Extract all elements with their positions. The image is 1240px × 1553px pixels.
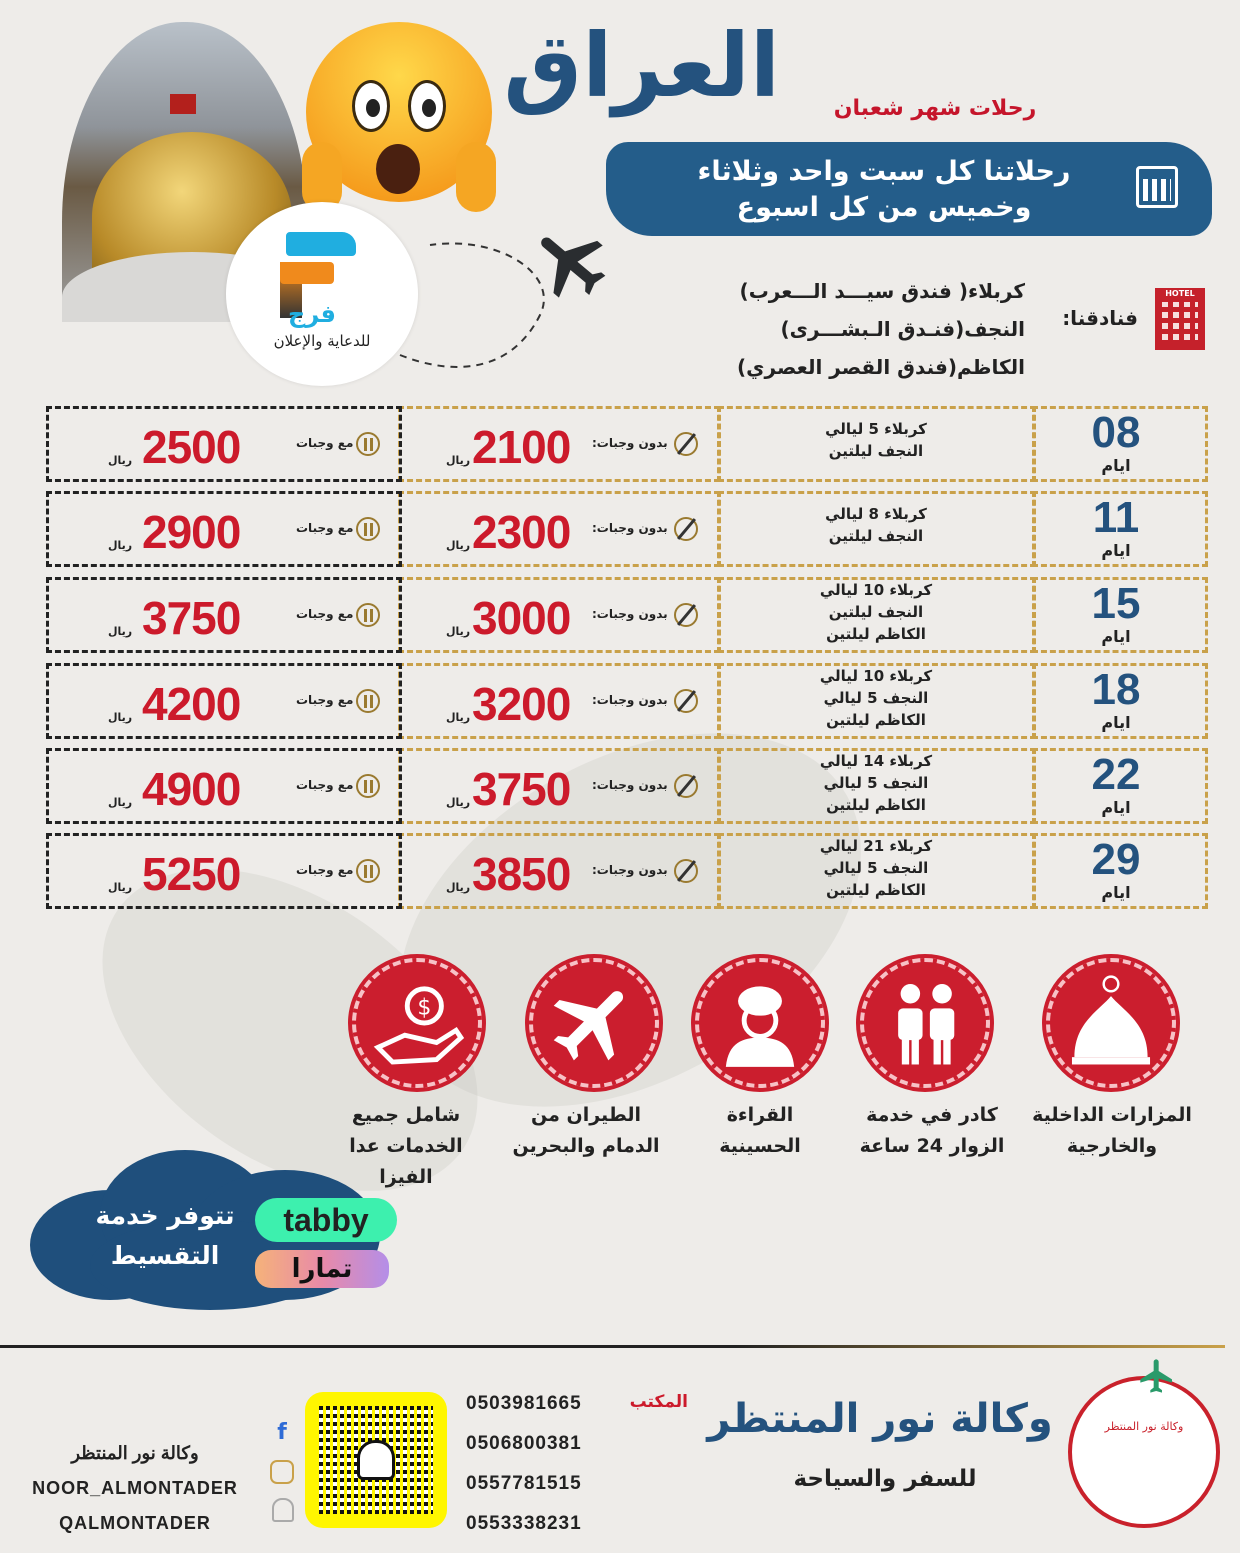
currency-label: ريال bbox=[446, 454, 471, 467]
feature-line: القراءة bbox=[726, 1104, 794, 1126]
itinerary-line: كربلاء 10 ليالي bbox=[819, 581, 933, 599]
itinerary-line: النجف ليلتين bbox=[828, 603, 924, 621]
with-meals-label: مع وجبات bbox=[296, 607, 354, 621]
currency-label: ريال bbox=[108, 881, 133, 894]
footer-divider bbox=[0, 1345, 1225, 1348]
money-hand-icon bbox=[352, 958, 482, 1088]
feature-line: الدمام والبحرين bbox=[512, 1135, 660, 1157]
currency-label: ريال bbox=[108, 454, 133, 467]
itinerary bbox=[726, 418, 1026, 462]
itinerary-line: كربلاء 5 ليالي bbox=[825, 420, 927, 438]
table-row bbox=[46, 833, 1208, 909]
currency-label: ريال bbox=[446, 625, 471, 638]
feature-line: الطيران من bbox=[531, 1104, 641, 1126]
meals-icon bbox=[356, 432, 380, 456]
price-with-meals: 4900 bbox=[142, 763, 241, 815]
social-handles bbox=[20, 1436, 250, 1541]
feature-line: المزارات الداخلية bbox=[1032, 1104, 1192, 1126]
itinerary-line: الكاظم ليلتين bbox=[826, 625, 926, 643]
agency-subtitle: للسفر والسياحة bbox=[793, 1466, 977, 1492]
without-meals-label: بدون وجبات: bbox=[592, 521, 668, 535]
table-row bbox=[46, 406, 1208, 482]
red-flag bbox=[170, 94, 196, 114]
page-title: العراق bbox=[503, 14, 780, 117]
no-meals-icon bbox=[674, 689, 698, 713]
days-label: ايام bbox=[1101, 883, 1131, 902]
days-label: ايام bbox=[1101, 798, 1131, 817]
without-meals-label: بدون وجبات: bbox=[592, 607, 668, 621]
feature-line: كادر في خدمة bbox=[866, 1104, 998, 1126]
handle-text[interactable]: QALMONTADER bbox=[59, 1513, 211, 1533]
hotel-item: الكاظم(فندق القصر العصري) bbox=[737, 355, 1025, 379]
table-row bbox=[46, 748, 1208, 824]
with-meals-label: مع وجبات bbox=[296, 863, 354, 877]
price-without-meals: 2300 bbox=[472, 506, 571, 558]
meals-icon bbox=[356, 517, 380, 541]
svg-text:$: $ bbox=[417, 995, 432, 1021]
price-with-meals: 5250 bbox=[142, 848, 241, 900]
hotel-icon-label: HOTEL bbox=[1165, 289, 1195, 298]
without-meals-label: بدون وجبات: bbox=[592, 693, 668, 707]
days-label: ايام bbox=[1101, 713, 1131, 732]
mosque-icon bbox=[1046, 958, 1176, 1088]
feature-label bbox=[1012, 1100, 1212, 1162]
emoji-eye bbox=[408, 80, 446, 132]
hotels-list bbox=[700, 272, 1025, 386]
feature-line: والخارجية bbox=[1066, 1135, 1158, 1157]
price-with-meals: 4200 bbox=[142, 678, 241, 730]
meals-icon bbox=[356, 603, 380, 627]
without-meals-label: بدون وجبات: bbox=[592, 863, 668, 877]
with-meals-label: مع وجبات bbox=[296, 436, 354, 450]
price-with-meals: 3750 bbox=[142, 592, 241, 644]
price-without-meals: 3850 bbox=[472, 848, 571, 900]
handle-text[interactable]: وكالة نور المنتظر bbox=[71, 1443, 199, 1463]
hotel-item: النجف(فنـدق الـبشـــرى) bbox=[780, 317, 1025, 341]
no-meals-icon bbox=[674, 859, 698, 883]
hotels-label: فنادقنا: bbox=[1062, 306, 1138, 330]
phone-number[interactable]: 0557781515 bbox=[466, 1473, 582, 1494]
meals-icon bbox=[356, 774, 380, 798]
phone-number[interactable]: 0503981665 bbox=[466, 1393, 582, 1414]
instagram-icon[interactable] bbox=[270, 1460, 294, 1484]
feature-line: الحسينية bbox=[719, 1135, 801, 1157]
no-meals-icon bbox=[674, 432, 698, 456]
airplane-icon bbox=[528, 218, 614, 304]
meals-icon bbox=[356, 689, 380, 713]
office-label: المكتب bbox=[629, 1392, 688, 1412]
snapchat-icon[interactable] bbox=[272, 1498, 294, 1522]
table-row bbox=[46, 663, 1208, 739]
phone-number[interactable]: 0506800381 bbox=[466, 1433, 582, 1454]
snapchat-qr-code[interactable] bbox=[305, 1392, 447, 1528]
screaming-face-emoji-icon bbox=[306, 22, 492, 202]
price-without-meals: 2100 bbox=[472, 421, 571, 473]
emoji-hand bbox=[456, 142, 496, 212]
price-with-meals: 2900 bbox=[142, 506, 241, 558]
banner-line-2: وخميس من كل اسبوع bbox=[736, 192, 1032, 223]
feature-label bbox=[660, 1100, 860, 1162]
price-without-meals: 3200 bbox=[472, 678, 571, 730]
itinerary-line: الكاظم ليلتين bbox=[826, 711, 926, 729]
people-icon bbox=[860, 958, 990, 1088]
currency-label: ريال bbox=[446, 796, 471, 809]
currency-label: ريال bbox=[446, 881, 471, 894]
itinerary-line: النجف 5 ليالي bbox=[823, 774, 929, 792]
agency-logo bbox=[1068, 1376, 1220, 1528]
currency-label: ريال bbox=[108, 625, 133, 638]
itinerary-line: النجف 5 ليالي bbox=[823, 859, 929, 877]
facebook-icon[interactable]: f bbox=[277, 1420, 287, 1445]
logo-name: فرج bbox=[288, 300, 336, 328]
itinerary-line: كربلاء 10 ليالي bbox=[819, 667, 933, 685]
itinerary-line: الكاظم ليلتين bbox=[826, 881, 926, 899]
currency-label: ريال bbox=[446, 711, 471, 724]
currency-label: ريال bbox=[108, 711, 133, 724]
table-row bbox=[46, 577, 1208, 653]
feature-label bbox=[832, 1100, 1032, 1162]
installment-line: تتوفر خدمة bbox=[95, 1201, 235, 1230]
price-without-meals: 3000 bbox=[472, 592, 571, 644]
itinerary-line: النجف ليلتين bbox=[828, 527, 924, 545]
farah-logo bbox=[226, 202, 418, 386]
reciter-icon bbox=[695, 958, 825, 1088]
currency-label: ريال bbox=[108, 539, 133, 552]
days-number: 15 bbox=[1091, 579, 1141, 628]
currency-label: ريال bbox=[446, 539, 471, 552]
no-meals-icon bbox=[674, 603, 698, 627]
meals-icon bbox=[356, 859, 380, 883]
itinerary bbox=[726, 665, 1026, 731]
feature-line: الخدمات عدا bbox=[349, 1135, 463, 1157]
with-meals-label: مع وجبات bbox=[296, 521, 354, 535]
palm-plane-icon bbox=[1132, 1356, 1182, 1396]
price-with-meals: 2500 bbox=[142, 421, 241, 473]
installment-text bbox=[80, 1196, 250, 1276]
hotel-icon bbox=[1155, 288, 1205, 350]
itinerary-line: كربلاء 14 ليالي bbox=[819, 752, 933, 770]
no-meals-icon bbox=[674, 774, 698, 798]
days-number: 29 bbox=[1091, 835, 1141, 884]
days-number: 08 bbox=[1091, 408, 1141, 457]
banner-line-1: رحلاتنا كل سبت واحد وثلاثاء bbox=[697, 156, 1071, 187]
itinerary-line: النجف ليلتين bbox=[828, 442, 924, 460]
feature-line: الزوار 24 ساعة bbox=[859, 1135, 1005, 1157]
without-meals-label: بدون وجبات: bbox=[592, 778, 668, 792]
days-label: ايام bbox=[1101, 541, 1131, 560]
calendar-icon bbox=[1136, 166, 1178, 208]
without-meals-label: بدون وجبات: bbox=[592, 436, 668, 450]
handle-text[interactable]: NOOR_ALMONTADER bbox=[32, 1478, 238, 1498]
agency-name: وكالة نور المنتظر bbox=[707, 1396, 1053, 1442]
with-meals-label: مع وجبات bbox=[296, 778, 354, 792]
itinerary bbox=[726, 503, 1026, 547]
feature-line: شامل جميع bbox=[351, 1104, 461, 1126]
itinerary bbox=[726, 750, 1026, 816]
hotel-item: كربلاء( فندق سيـــد الـــعرب) bbox=[739, 279, 1025, 303]
emoji-eye bbox=[352, 80, 390, 132]
days-number: 11 bbox=[1092, 493, 1140, 542]
feature-line: الفيزا bbox=[379, 1166, 433, 1188]
itinerary-line: النجف 5 ليالي bbox=[823, 689, 929, 707]
snapchat-ghost-icon bbox=[357, 1440, 395, 1480]
logo-tagline: للدعاية والإعلان bbox=[273, 332, 371, 350]
page-subtitle: رحلات شهر شعبان bbox=[833, 96, 1037, 121]
tabby-logo: tabby bbox=[255, 1198, 397, 1242]
itinerary bbox=[726, 579, 1026, 645]
phone-number[interactable]: 0553338231 bbox=[466, 1513, 582, 1534]
itinerary-line: كربلاء 21 ليالي bbox=[819, 837, 933, 855]
itinerary-line: كربلاء 8 ليالي bbox=[825, 505, 927, 523]
feature-label bbox=[486, 1100, 686, 1162]
days-label: ايام bbox=[1101, 456, 1131, 475]
itinerary bbox=[726, 835, 1026, 901]
emoji-mouth bbox=[376, 144, 420, 194]
schedule-banner bbox=[606, 142, 1212, 236]
days-number: 18 bbox=[1091, 665, 1141, 714]
days-number: 22 bbox=[1091, 750, 1141, 799]
price-without-meals: 3750 bbox=[472, 763, 571, 815]
days-label: ايام bbox=[1101, 627, 1131, 646]
currency-label: ريال bbox=[108, 796, 133, 809]
tamara-logo: تمارا bbox=[255, 1250, 389, 1288]
itinerary-line: الكاظم ليلتين bbox=[826, 796, 926, 814]
table-row bbox=[46, 491, 1208, 567]
no-meals-icon bbox=[674, 517, 698, 541]
installment-line: التقسيط bbox=[110, 1241, 220, 1270]
agency-logo-text: وكالة نور المنتظر bbox=[1104, 1420, 1184, 1433]
airplane-feature-icon bbox=[529, 958, 659, 1088]
phone-list bbox=[466, 1384, 616, 1544]
with-meals-label: مع وجبات bbox=[296, 693, 354, 707]
